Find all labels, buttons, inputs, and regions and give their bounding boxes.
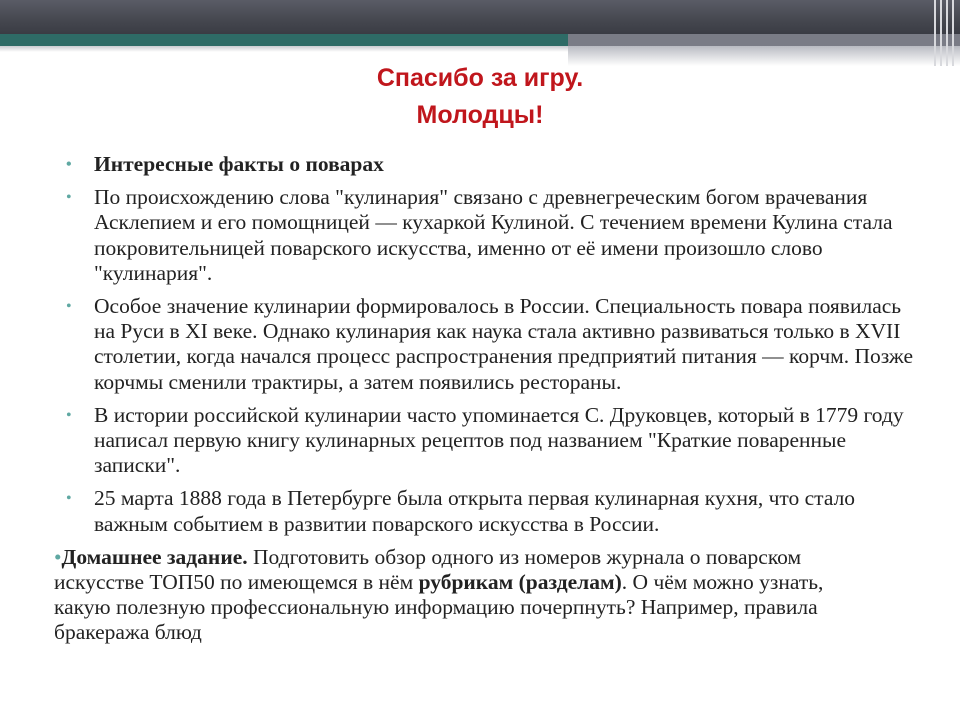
decorative-stripes [930, 0, 960, 66]
header-accent-bar-right [568, 34, 960, 46]
list-item-text: Интересные факты о поварах [94, 152, 384, 176]
header-shadow [0, 46, 568, 52]
homework-text-2: . О чём можно узнать, какую полезную профессиональную информацию почерпнуть? Например, правила бракеража блюд [54, 570, 824, 645]
bullet-icon: • [66, 490, 72, 508]
homework-paragraph [54, 545, 884, 646]
bullet-icon: • [66, 298, 72, 316]
list-item [66, 152, 916, 177]
list-item [66, 403, 916, 479]
list-item-text: Особое значение кулинарии формировалось в России. Специальность повара появилась на Руси в XI веке. Однако кулинария как наука стала активно развиваться только в XVII столетии, когда начался процесс распространения предприятий питания — корчм. Позже корчмы сменили трактиры, а затем появились рестораны. [94, 294, 914, 394]
bullet-icon: • [66, 189, 72, 207]
list-item-text: В истории российской кулинарии часто упоминается С. Друковцев, который в 1779 году написал первую книгу кулинарных рецептов под названием "Краткие поваренные записки". [94, 402, 904, 478]
list-item [66, 185, 916, 286]
slide-body [54, 152, 916, 646]
homework-text-1: Подготовить обзор одного из номеров журнала о поварском искусстве ТОП50 по имеющемся в нём [54, 544, 802, 595]
slide-title [250, 60, 710, 134]
bullet-icon: • [66, 406, 72, 424]
bullet-icon: • [66, 156, 72, 173]
title-line-2: Молодцы! [416, 101, 544, 129]
title-line-1: Спасибо за игру. [376, 64, 584, 92]
list-item [66, 486, 916, 536]
header-bar [0, 0, 960, 34]
header-accent-bar [0, 34, 568, 46]
homework-emphasis: рубрикам (разделам) [418, 570, 622, 595]
facts-list [66, 152, 916, 537]
bullet-icon: • [54, 544, 62, 569]
list-item [66, 294, 916, 395]
homework-label: Домашнее задание. [61, 544, 248, 569]
list-item-text: По происхождению слова "кулинария" связано с древнегреческим богом врачевания Асклепием и его помощницей — кухаркой Кулиной. С течением времени Кулина стала покровительницей поварского искусства, именно от её имени произошло слово "кулинария". [94, 185, 893, 285]
list-item-text: 25 марта 1888 года в Петербурге была открыта первая кулинарная кухня, что стало важным событием в развитии поварского искусства в России. [94, 486, 856, 536]
